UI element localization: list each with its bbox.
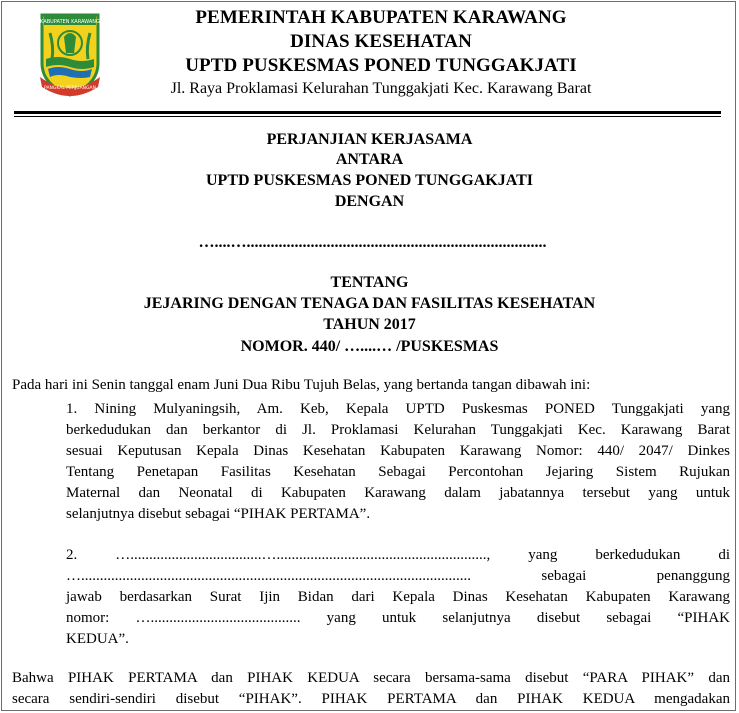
closing-line: secara sendiri-sendiri disebut “PIHAK”. PIHAK PERTAMA dan PIHAK KEDUA mengadakan — [12, 691, 730, 707]
doc-title-line-3: UPTD PUSKESMAS PONED TUNGGAKJATI — [206, 172, 533, 189]
item2-line: KEDUA”. — [66, 631, 129, 647]
svg-text:PANGKAL PERJUANGAN: PANGKAL PERJUANGAN — [44, 86, 96, 91]
item2-line: nomor: …........................................ yang untuk selanjutnya disebut sebagai “PIHAK — [66, 610, 730, 626]
letterhead-line-2: DINAS KESEHATAN — [290, 31, 472, 52]
item2-line: jawab berdasarkan Surat Ijin Bidan dari Kepala Dinas Kesehatan Kabupaten Karawang — [66, 589, 730, 605]
item1-line: 1. Nining Mulyaningsih, Am. Keb, Kepala UPTD Puskesmas PONED Tunggakjati yang — [66, 401, 730, 417]
item2-line: 2. …...................................…........................................................, yang berkedudukan di — [66, 547, 730, 563]
doc-title-blank-party: …....…........................................................................... — [198, 234, 547, 251]
letterhead-line-3: UPTD PUSKESMAS PONED TUNGGAKJATI — [185, 55, 577, 76]
letterhead-rule-thick — [14, 111, 721, 114]
item2-line: …........................................................................................................ sebagai penanggung — [66, 568, 730, 584]
letterhead-rule-thin — [14, 116, 721, 117]
doc-title-line-2: ANTARA — [335, 151, 404, 168]
item1-line: selanjutnya disebut sebagai “PIHAK PERTAMA”. — [66, 506, 371, 522]
item1-line: Maternal dan Neonatal di Kabupaten Karawang dalam jabatannya tersebut yang untuk — [66, 485, 730, 501]
doc-title-number: NOMOR. 440/ …....… /PUSKESMAS — [240, 338, 499, 355]
karawang-emblem-logo — [36, 7, 104, 99]
item1-line: berkedudukan dan berkantor di Jl. Proklamasi Kelurahan Tunggakjati Kec. Karawang Barat — [66, 422, 730, 438]
item1-line: sesuai Keputusan Kepala Dinas Kesehatan Kabupaten Karawang Nomor: 440/ 2047/ Dinkes — [66, 443, 730, 459]
body-intro: Pada hari ini Senin tanggal enam Juni Dua Ribu Tujuh Belas, yang bertanda tangan dibawah ini: — [12, 377, 591, 393]
doc-title-line-7: TAHUN 2017 — [323, 316, 416, 333]
doc-title-line-4: DENGAN — [334, 193, 405, 210]
letterhead-address: Jl. Raya Proklamasi Kelurahan Tunggakjati Kec. Karawang Barat — [170, 80, 592, 97]
doc-title-line-5: TENTANG — [330, 274, 409, 291]
svg-text:KABUPATEN KARAWANG: KABUPATEN KARAWANG — [40, 19, 100, 25]
doc-title-line-6: JEJARING DENGAN TENAGA DAN FASILITAS KESEHATAN — [143, 295, 596, 312]
doc-title-line-1: PERJANJIAN KERJASAMA — [266, 131, 473, 148]
letterhead-line-1: PEMERINTAH KABUPATEN KARAWANG — [195, 7, 567, 28]
item1-line: Tentang Penetapan Fasilitas Kesehatan Sebagai Percontohan Jejaring Sistem Rujukan — [66, 464, 730, 480]
closing-line: Bahwa PIHAK PERTAMA dan PIHAK KEDUA secara bersama-sama disebut “PARA PIHAK” dan — [12, 670, 730, 686]
